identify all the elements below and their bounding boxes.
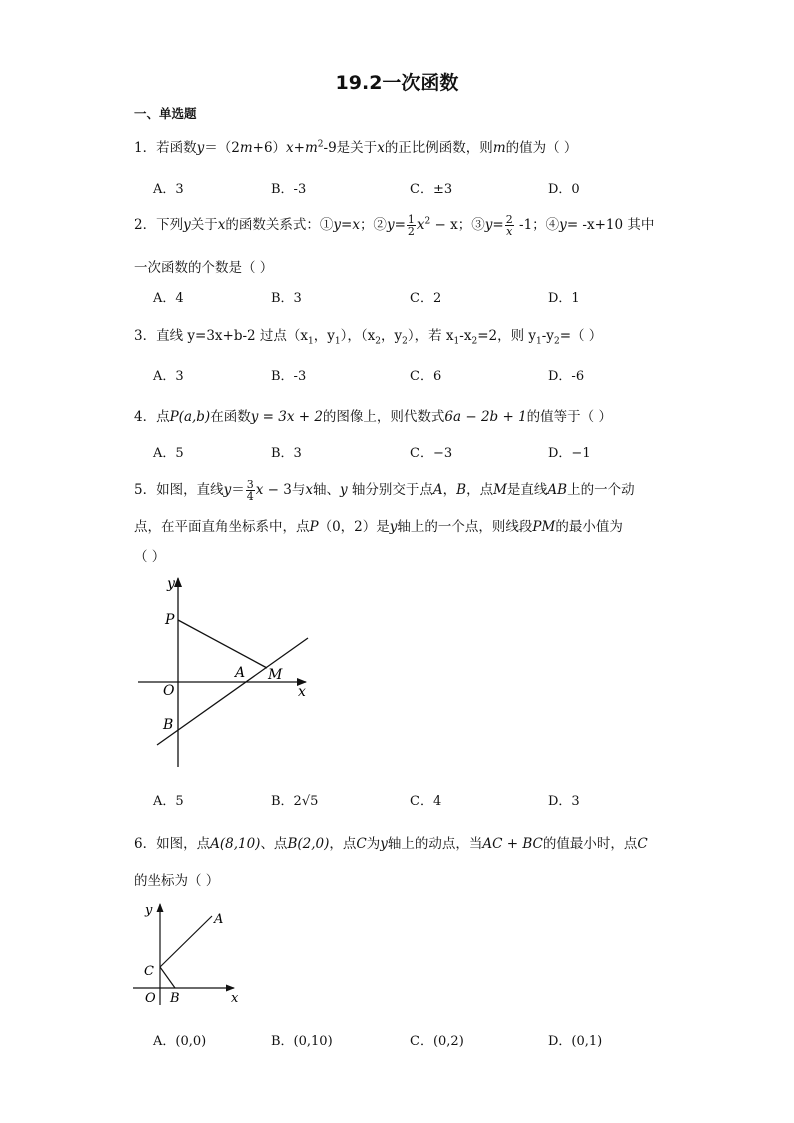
question-1: 1．若函数$y=(2m+6)x+m^2-9$是关于x的正比例函数，则m的值为（ ）	[134, 139, 578, 156]
q1-option-c[interactable]: C．±3	[410, 182, 453, 197]
label-o: O	[145, 991, 156, 1006]
q4-option-d[interactable]: D．−1	[548, 446, 591, 461]
question-4: 4．点P(a,b)在函数y = 3x + 2的图像上，则代数式6a − 2b + 1的值等于（ ）	[134, 409, 612, 425]
fraction: $\frac{3}{4}$	[246, 478, 254, 503]
q6-option-a[interactable]: A．(0,0)	[153, 1034, 207, 1049]
q2-line-2: 一次函数的个数是（ ）	[134, 260, 274, 276]
q4-option-c[interactable]: C．−3	[410, 446, 453, 461]
q5-figure	[130, 570, 330, 775]
label-o: O	[163, 683, 175, 699]
segment-pm	[178, 620, 267, 668]
q2-option-b[interactable]: B．3	[271, 291, 302, 306]
q1-option-a[interactable]: A．3	[153, 182, 184, 197]
question-5: 5．如图，直线y＝ $\frac{3}{4}$ x − 3与x轴、y 轴分别交于点A，B，点M是直线AB上的一个动	[134, 478, 635, 503]
q5-option-c[interactable]: C．4	[410, 794, 442, 809]
q3-option-d[interactable]: D．-6	[548, 369, 585, 384]
q6-option-d[interactable]: D．(0,1)	[548, 1034, 603, 1049]
line-ab	[157, 638, 308, 745]
question-2: 2．下列y关于x的函数关系式：①y=x；②y= $\frac{1}{2}$ $x^2 - x$；③y= $\frac{2}{x} -1$；④y= -x+10 其中	[134, 213, 655, 238]
q6-option-c[interactable]: C．(0,2)	[410, 1034, 464, 1049]
q5-line-3: （ ）	[134, 549, 166, 565]
q6-figure	[130, 898, 255, 1010]
label-p: P	[165, 612, 175, 628]
q2-option-c[interactable]: C．2	[410, 291, 442, 306]
label-a: A	[214, 912, 224, 927]
segment-cb	[160, 967, 175, 988]
q5-option-a[interactable]: A．5	[153, 794, 184, 809]
section-heading: 一、单选题	[134, 106, 197, 121]
q5-option-d[interactable]: D．3	[548, 794, 580, 809]
q3-option-a[interactable]: A．3	[153, 369, 184, 384]
label-b: B	[170, 991, 180, 1006]
q1-option-b[interactable]: B．-3	[271, 182, 307, 197]
q6-option-b[interactable]: B．(0,10)	[271, 1034, 333, 1049]
q2-option-a[interactable]: A．4	[153, 291, 184, 306]
label-y: y	[167, 576, 175, 592]
label-c: C	[144, 964, 154, 979]
q3-option-b[interactable]: B．-3	[271, 369, 307, 384]
q5-option-b[interactable]: B．2√5	[271, 794, 319, 809]
fraction: $\frac{1}{2}$	[407, 213, 415, 238]
question-6: 6．如图，点A(8,10)、点B(2,0)，点C为y轴上的动点，当AC + BC的值最小时，点C	[134, 836, 648, 852]
q4-option-a[interactable]: A．5	[153, 446, 184, 461]
page-title: 19.2一次函数	[335, 72, 459, 94]
label-a: A	[235, 665, 246, 681]
segment-ac	[160, 916, 212, 967]
q4-option-b[interactable]: B．3	[271, 446, 302, 461]
label-x: x	[231, 991, 239, 1006]
q5-line-2: 点，在平面直角坐标系中，点P（0，2）是y轴上的一个点，则线段PM的最小值为	[134, 519, 623, 535]
q1-option-d[interactable]: D．0	[548, 182, 580, 197]
q2-option-d[interactable]: D．1	[548, 291, 580, 306]
q6-line-2: 的坐标为（ ）	[134, 873, 220, 889]
q1-text: 1．若函数	[134, 140, 197, 156]
fraction: $\frac{2}{x}$	[505, 213, 513, 238]
label-x: x	[298, 684, 306, 700]
label-y: y	[145, 903, 153, 918]
label-m: M	[268, 667, 283, 683]
q3-option-c[interactable]: C．6	[410, 369, 442, 384]
question-3: 3．直线 y=3x+b-2 过点（$x_1$，$y_1$），（$x_2$，$y_2$），若 $x_1-x_2=2$，则 $y_1-y_2=$（ ）	[134, 328, 603, 347]
label-b: B	[163, 717, 174, 733]
